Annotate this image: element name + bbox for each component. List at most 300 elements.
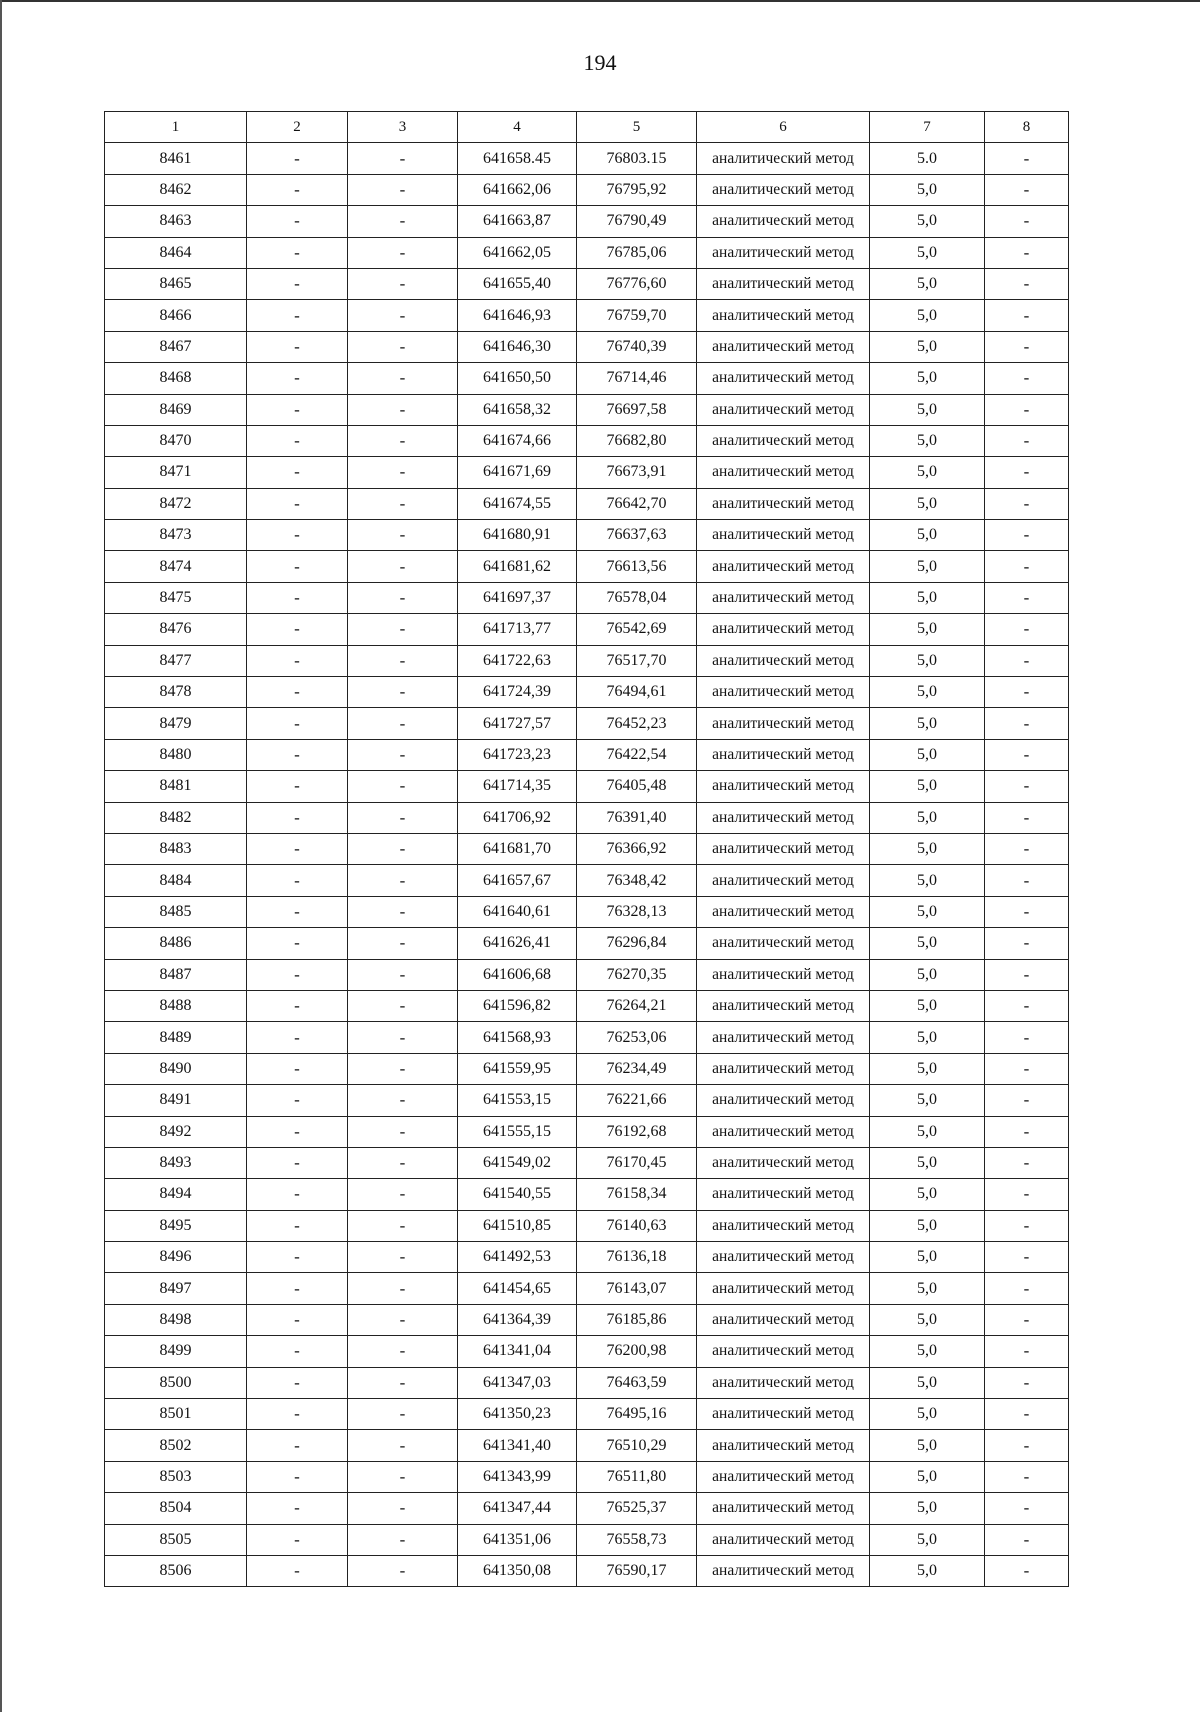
method-cell: аналитический метод [697, 143, 870, 174]
col2-cell: - [247, 582, 348, 613]
x-coordinate-cell: 641555,15 [458, 1116, 577, 1147]
y-coordinate-cell: 76158,34 [577, 1179, 697, 1210]
method-cell: аналитический метод [697, 896, 870, 927]
accuracy-cell: 5,0 [870, 1242, 985, 1273]
method-cell: аналитический метод [697, 268, 870, 299]
col2-cell: - [247, 896, 348, 927]
x-coordinate-cell: 641596,82 [458, 990, 577, 1021]
y-coordinate-cell: 76510,29 [577, 1430, 697, 1461]
point-number-cell: 8475 [105, 582, 247, 613]
accuracy-cell: 5,0 [870, 645, 985, 676]
table-row [105, 896, 1069, 927]
y-coordinate-cell: 76143,07 [577, 1273, 697, 1304]
col2-cell: - [247, 551, 348, 582]
y-coordinate-cell: 76637,63 [577, 520, 697, 551]
x-coordinate-cell: 641658,32 [458, 394, 577, 425]
y-coordinate-cell: 76495,16 [577, 1399, 697, 1430]
x-coordinate-cell: 641674,66 [458, 425, 577, 456]
table-row [105, 1399, 1069, 1430]
y-coordinate-cell: 76558,73 [577, 1524, 697, 1555]
col2-cell: - [247, 520, 348, 551]
table-row [105, 865, 1069, 896]
accuracy-cell: 5,0 [870, 1461, 985, 1492]
method-cell: аналитический метод [697, 990, 870, 1021]
accuracy-cell: 5,0 [870, 1085, 985, 1116]
y-coordinate-cell: 76494,61 [577, 677, 697, 708]
col2-cell: - [247, 488, 348, 519]
page-top-border [0, 0, 1200, 2]
col3-cell: - [348, 1399, 458, 1430]
y-coordinate-cell: 76296,84 [577, 928, 697, 959]
y-coordinate-cell: 76795,92 [577, 174, 697, 205]
column-header: 4 [458, 112, 577, 143]
accuracy-cell: 5,0 [870, 206, 985, 237]
table-row [105, 331, 1069, 362]
col8-cell: - [985, 1085, 1069, 1116]
col2-cell: - [247, 677, 348, 708]
x-coordinate-cell: 641723,23 [458, 739, 577, 770]
x-coordinate-cell: 641655,40 [458, 268, 577, 299]
y-coordinate-cell: 76682,80 [577, 425, 697, 456]
y-coordinate-cell: 76803.15 [577, 143, 697, 174]
method-cell: аналитический метод [697, 1430, 870, 1461]
col3-cell: - [348, 990, 458, 1021]
accuracy-cell: 5,0 [870, 237, 985, 268]
y-coordinate-cell: 76270,35 [577, 959, 697, 990]
point-number-cell: 8499 [105, 1336, 247, 1367]
accuracy-cell: 5,0 [870, 1116, 985, 1147]
x-coordinate-cell: 641671,69 [458, 457, 577, 488]
col2-cell: - [247, 394, 348, 425]
col3-cell: - [348, 1116, 458, 1147]
col2-cell: - [247, 1053, 348, 1084]
col3-cell: - [348, 1147, 458, 1178]
method-cell: аналитический метод [697, 1524, 870, 1555]
col2-cell: - [247, 1242, 348, 1273]
col2-cell: - [247, 1304, 348, 1335]
accuracy-cell: 5,0 [870, 928, 985, 959]
accuracy-cell: 5,0 [870, 802, 985, 833]
point-number-cell: 8488 [105, 990, 247, 1021]
column-header: 1 [105, 112, 247, 143]
table-row [105, 1555, 1069, 1586]
x-coordinate-cell: 641492,53 [458, 1242, 577, 1273]
method-cell: аналитический метод [697, 457, 870, 488]
method-cell: аналитический метод [697, 1304, 870, 1335]
accuracy-cell: 5,0 [870, 582, 985, 613]
accuracy-cell: 5,0 [870, 300, 985, 331]
table-row [105, 1242, 1069, 1273]
col8-cell: - [985, 268, 1069, 299]
point-number-cell: 8467 [105, 331, 247, 362]
col3-cell: - [348, 237, 458, 268]
point-number-cell: 8461 [105, 143, 247, 174]
accuracy-cell: 5,0 [870, 614, 985, 645]
method-cell: аналитический метод [697, 520, 870, 551]
col3-cell: - [348, 1430, 458, 1461]
col3-cell: - [348, 300, 458, 331]
accuracy-cell: 5,0 [870, 708, 985, 739]
accuracy-cell: 5,0 [870, 1210, 985, 1241]
x-coordinate-cell: 641510,85 [458, 1210, 577, 1241]
col8-cell: - [985, 896, 1069, 927]
x-coordinate-cell: 641662,06 [458, 174, 577, 205]
col8-cell: - [985, 551, 1069, 582]
table-row [105, 1524, 1069, 1555]
accuracy-cell: 5,0 [870, 425, 985, 456]
table-row [105, 582, 1069, 613]
col8-cell: - [985, 1147, 1069, 1178]
y-coordinate-cell: 76391,40 [577, 802, 697, 833]
accuracy-cell: 5,0 [870, 551, 985, 582]
table-row [105, 708, 1069, 739]
column-header: 8 [985, 112, 1069, 143]
y-coordinate-cell: 76253,06 [577, 1022, 697, 1053]
col3-cell: - [348, 1210, 458, 1241]
table-row [105, 614, 1069, 645]
accuracy-cell: 5,0 [870, 1179, 985, 1210]
x-coordinate-cell: 641706,92 [458, 802, 577, 833]
table-row [105, 802, 1069, 833]
col3-cell: - [348, 928, 458, 959]
point-number-cell: 8480 [105, 739, 247, 770]
col2-cell: - [247, 739, 348, 770]
method-cell: аналитический метод [697, 614, 870, 645]
table-row [105, 990, 1069, 1021]
y-coordinate-cell: 76673,91 [577, 457, 697, 488]
col3-cell: - [348, 865, 458, 896]
col2-cell: - [247, 1179, 348, 1210]
accuracy-cell: 5,0 [870, 990, 985, 1021]
x-coordinate-cell: 641724,39 [458, 677, 577, 708]
col3-cell: - [348, 394, 458, 425]
x-coordinate-cell: 641663,87 [458, 206, 577, 237]
point-number-cell: 8468 [105, 363, 247, 394]
column-header: 5 [577, 112, 697, 143]
point-number-cell: 8490 [105, 1053, 247, 1084]
table-row [105, 1367, 1069, 1398]
point-number-cell: 8471 [105, 457, 247, 488]
y-coordinate-cell: 76234,49 [577, 1053, 697, 1084]
method-cell: аналитический метод [697, 1179, 870, 1210]
point-number-cell: 8466 [105, 300, 247, 331]
col2-cell: - [247, 425, 348, 456]
method-cell: аналитический метод [697, 331, 870, 362]
col3-cell: - [348, 206, 458, 237]
col8-cell: - [985, 1304, 1069, 1335]
x-coordinate-cell: 641341,04 [458, 1336, 577, 1367]
col3-cell: - [348, 1461, 458, 1492]
col2-cell: - [247, 990, 348, 1021]
accuracy-cell: 5,0 [870, 1304, 985, 1335]
col3-cell: - [348, 1242, 458, 1273]
col8-cell: - [985, 331, 1069, 362]
table-row [105, 1493, 1069, 1524]
method-cell: аналитический метод [697, 1085, 870, 1116]
col8-cell: - [985, 1493, 1069, 1524]
accuracy-cell: 5,0 [870, 677, 985, 708]
y-coordinate-cell: 76740,39 [577, 331, 697, 362]
accuracy-cell: 5,0 [870, 865, 985, 896]
accuracy-cell: 5,0 [870, 959, 985, 990]
y-coordinate-cell: 76221,66 [577, 1085, 697, 1116]
col8-cell: - [985, 394, 1069, 425]
col3-cell: - [348, 833, 458, 864]
x-coordinate-cell: 641553,15 [458, 1085, 577, 1116]
col8-cell: - [985, 174, 1069, 205]
accuracy-cell: 5,0 [870, 1430, 985, 1461]
method-cell: аналитический метод [697, 739, 870, 770]
col2-cell: - [247, 1022, 348, 1053]
method-cell: аналитический метод [697, 488, 870, 519]
col8-cell: - [985, 1273, 1069, 1304]
col2-cell: - [247, 645, 348, 676]
col2-cell: - [247, 1210, 348, 1241]
table-row [105, 959, 1069, 990]
accuracy-cell: 5,0 [870, 520, 985, 551]
col8-cell: - [985, 237, 1069, 268]
y-coordinate-cell: 76328,13 [577, 896, 697, 927]
y-coordinate-cell: 76463,59 [577, 1367, 697, 1398]
y-coordinate-cell: 76366,92 [577, 833, 697, 864]
method-cell: аналитический метод [697, 865, 870, 896]
x-coordinate-cell: 641714,35 [458, 771, 577, 802]
method-cell: аналитический метод [697, 300, 870, 331]
y-coordinate-cell: 76185,86 [577, 1304, 697, 1335]
col3-cell: - [348, 268, 458, 299]
table-row [105, 833, 1069, 864]
col2-cell: - [247, 1399, 348, 1430]
col3-cell: - [348, 1367, 458, 1398]
method-cell: аналитический метод [697, 1367, 870, 1398]
x-coordinate-cell: 641626,41 [458, 928, 577, 959]
method-cell: аналитический метод [697, 582, 870, 613]
col2-cell: - [247, 331, 348, 362]
table-row [105, 1085, 1069, 1116]
accuracy-cell: 5,0 [870, 457, 985, 488]
accuracy-cell: 5,0 [870, 896, 985, 927]
x-coordinate-cell: 641364,39 [458, 1304, 577, 1335]
point-number-cell: 8476 [105, 614, 247, 645]
point-number-cell: 8472 [105, 488, 247, 519]
x-coordinate-cell: 641559,95 [458, 1053, 577, 1084]
coordinates-table [104, 111, 1069, 1587]
point-number-cell: 8491 [105, 1085, 247, 1116]
point-number-cell: 8495 [105, 1210, 247, 1241]
x-coordinate-cell: 641697,37 [458, 582, 577, 613]
x-coordinate-cell: 641681,62 [458, 551, 577, 582]
accuracy-cell: 5,0 [870, 268, 985, 299]
table-header-row [105, 112, 1069, 143]
point-number-cell: 8493 [105, 1147, 247, 1178]
accuracy-cell: 5,0 [870, 1555, 985, 1586]
point-number-cell: 8478 [105, 677, 247, 708]
col8-cell: - [985, 1524, 1069, 1555]
table-row [105, 206, 1069, 237]
x-coordinate-cell: 641540,55 [458, 1179, 577, 1210]
col8-cell: - [985, 959, 1069, 990]
y-coordinate-cell: 76759,70 [577, 300, 697, 331]
point-number-cell: 8500 [105, 1367, 247, 1398]
method-cell: аналитический метод [697, 677, 870, 708]
point-number-cell: 8505 [105, 1524, 247, 1555]
col8-cell: - [985, 1461, 1069, 1492]
x-coordinate-cell: 641658.45 [458, 143, 577, 174]
col3-cell: - [348, 582, 458, 613]
col8-cell: - [985, 520, 1069, 551]
col2-cell: - [247, 1555, 348, 1586]
point-number-cell: 8477 [105, 645, 247, 676]
method-cell: аналитический метод [697, 363, 870, 394]
col8-cell: - [985, 928, 1069, 959]
x-coordinate-cell: 641681,70 [458, 833, 577, 864]
x-coordinate-cell: 641351,06 [458, 1524, 577, 1555]
x-coordinate-cell: 641347,03 [458, 1367, 577, 1398]
method-cell: аналитический метод [697, 1461, 870, 1492]
col8-cell: - [985, 802, 1069, 833]
col2-cell: - [247, 1273, 348, 1304]
col3-cell: - [348, 1179, 458, 1210]
col8-cell: - [985, 300, 1069, 331]
col2-cell: - [247, 1524, 348, 1555]
accuracy-cell: 5,0 [870, 739, 985, 770]
x-coordinate-cell: 641722,63 [458, 645, 577, 676]
col8-cell: - [985, 1116, 1069, 1147]
col3-cell: - [348, 1555, 458, 1586]
col8-cell: - [985, 1367, 1069, 1398]
point-number-cell: 8486 [105, 928, 247, 959]
y-coordinate-cell: 76613,56 [577, 551, 697, 582]
col3-cell: - [348, 677, 458, 708]
point-number-cell: 8497 [105, 1273, 247, 1304]
col2-cell: - [247, 1116, 348, 1147]
col3-cell: - [348, 425, 458, 456]
col3-cell: - [348, 174, 458, 205]
col8-cell: - [985, 488, 1069, 519]
col3-cell: - [348, 896, 458, 927]
table-row [105, 551, 1069, 582]
point-number-cell: 8501 [105, 1399, 247, 1430]
table-row [105, 143, 1069, 174]
col3-cell: - [348, 1053, 458, 1084]
y-coordinate-cell: 76422,54 [577, 739, 697, 770]
column-header: 7 [870, 112, 985, 143]
table-row [105, 1336, 1069, 1367]
method-cell: аналитический метод [697, 174, 870, 205]
accuracy-cell: 5,0 [870, 174, 985, 205]
x-coordinate-cell: 641646,93 [458, 300, 577, 331]
x-coordinate-cell: 641454,65 [458, 1273, 577, 1304]
col8-cell: - [985, 1022, 1069, 1053]
col8-cell: - [985, 1179, 1069, 1210]
y-coordinate-cell: 76642,70 [577, 488, 697, 519]
table-row [105, 394, 1069, 425]
point-number-cell: 8462 [105, 174, 247, 205]
y-coordinate-cell: 76697,58 [577, 394, 697, 425]
accuracy-cell: 5,0 [870, 394, 985, 425]
x-coordinate-cell: 641650,50 [458, 363, 577, 394]
col3-cell: - [348, 551, 458, 582]
x-coordinate-cell: 641350,23 [458, 1399, 577, 1430]
col2-cell: - [247, 959, 348, 990]
table-row [105, 520, 1069, 551]
col3-cell: - [348, 331, 458, 362]
point-number-cell: 8465 [105, 268, 247, 299]
col2-cell: - [247, 206, 348, 237]
table-row [105, 1461, 1069, 1492]
accuracy-cell: 5,0 [870, 1022, 985, 1053]
accuracy-cell: 5,0 [870, 363, 985, 394]
table-row [105, 488, 1069, 519]
col2-cell: - [247, 1147, 348, 1178]
col8-cell: - [985, 206, 1069, 237]
col2-cell: - [247, 928, 348, 959]
point-number-cell: 8504 [105, 1493, 247, 1524]
y-coordinate-cell: 76348,42 [577, 865, 697, 896]
accuracy-cell: 5,0 [870, 833, 985, 864]
method-cell: аналитический метод [697, 1147, 870, 1178]
method-cell: аналитический метод [697, 1022, 870, 1053]
method-cell: аналитический метод [697, 1053, 870, 1084]
method-cell: аналитический метод [697, 802, 870, 833]
x-coordinate-cell: 641727,57 [458, 708, 577, 739]
table-row [105, 174, 1069, 205]
y-coordinate-cell: 76517,70 [577, 645, 697, 676]
col8-cell: - [985, 425, 1069, 456]
method-cell: аналитический метод [697, 1210, 870, 1241]
col3-cell: - [348, 1493, 458, 1524]
col3-cell: - [348, 1524, 458, 1555]
accuracy-cell: 5,0 [870, 1493, 985, 1524]
method-cell: аналитический метод [697, 1493, 870, 1524]
y-coordinate-cell: 76405,48 [577, 771, 697, 802]
x-coordinate-cell: 641713,77 [458, 614, 577, 645]
y-coordinate-cell: 76136,18 [577, 1242, 697, 1273]
point-number-cell: 8498 [105, 1304, 247, 1335]
page-left-border [0, 0, 2, 1712]
method-cell: аналитический метод [697, 1399, 870, 1430]
col8-cell: - [985, 1210, 1069, 1241]
col2-cell: - [247, 614, 348, 645]
col2-cell: - [247, 363, 348, 394]
col2-cell: - [247, 1085, 348, 1116]
point-number-cell: 8479 [105, 708, 247, 739]
table-row [105, 771, 1069, 802]
accuracy-cell: 5,0 [870, 488, 985, 519]
y-coordinate-cell: 76170,45 [577, 1147, 697, 1178]
col2-cell: - [247, 1336, 348, 1367]
table-row [105, 363, 1069, 394]
point-number-cell: 8469 [105, 394, 247, 425]
table-row [105, 1053, 1069, 1084]
col8-cell: - [985, 1336, 1069, 1367]
col2-cell: - [247, 237, 348, 268]
col3-cell: - [348, 363, 458, 394]
point-number-cell: 8494 [105, 1179, 247, 1210]
col2-cell: - [247, 1493, 348, 1524]
col2-cell: - [247, 1367, 348, 1398]
point-number-cell: 8482 [105, 802, 247, 833]
y-coordinate-cell: 76452,23 [577, 708, 697, 739]
method-cell: аналитический метод [697, 645, 870, 676]
method-cell: аналитический метод [697, 1116, 870, 1147]
accuracy-cell: 5,0 [870, 1147, 985, 1178]
col3-cell: - [348, 1022, 458, 1053]
col2-cell: - [247, 1430, 348, 1461]
method-cell: аналитический метод [697, 1555, 870, 1586]
col8-cell: - [985, 143, 1069, 174]
table-row [105, 739, 1069, 770]
